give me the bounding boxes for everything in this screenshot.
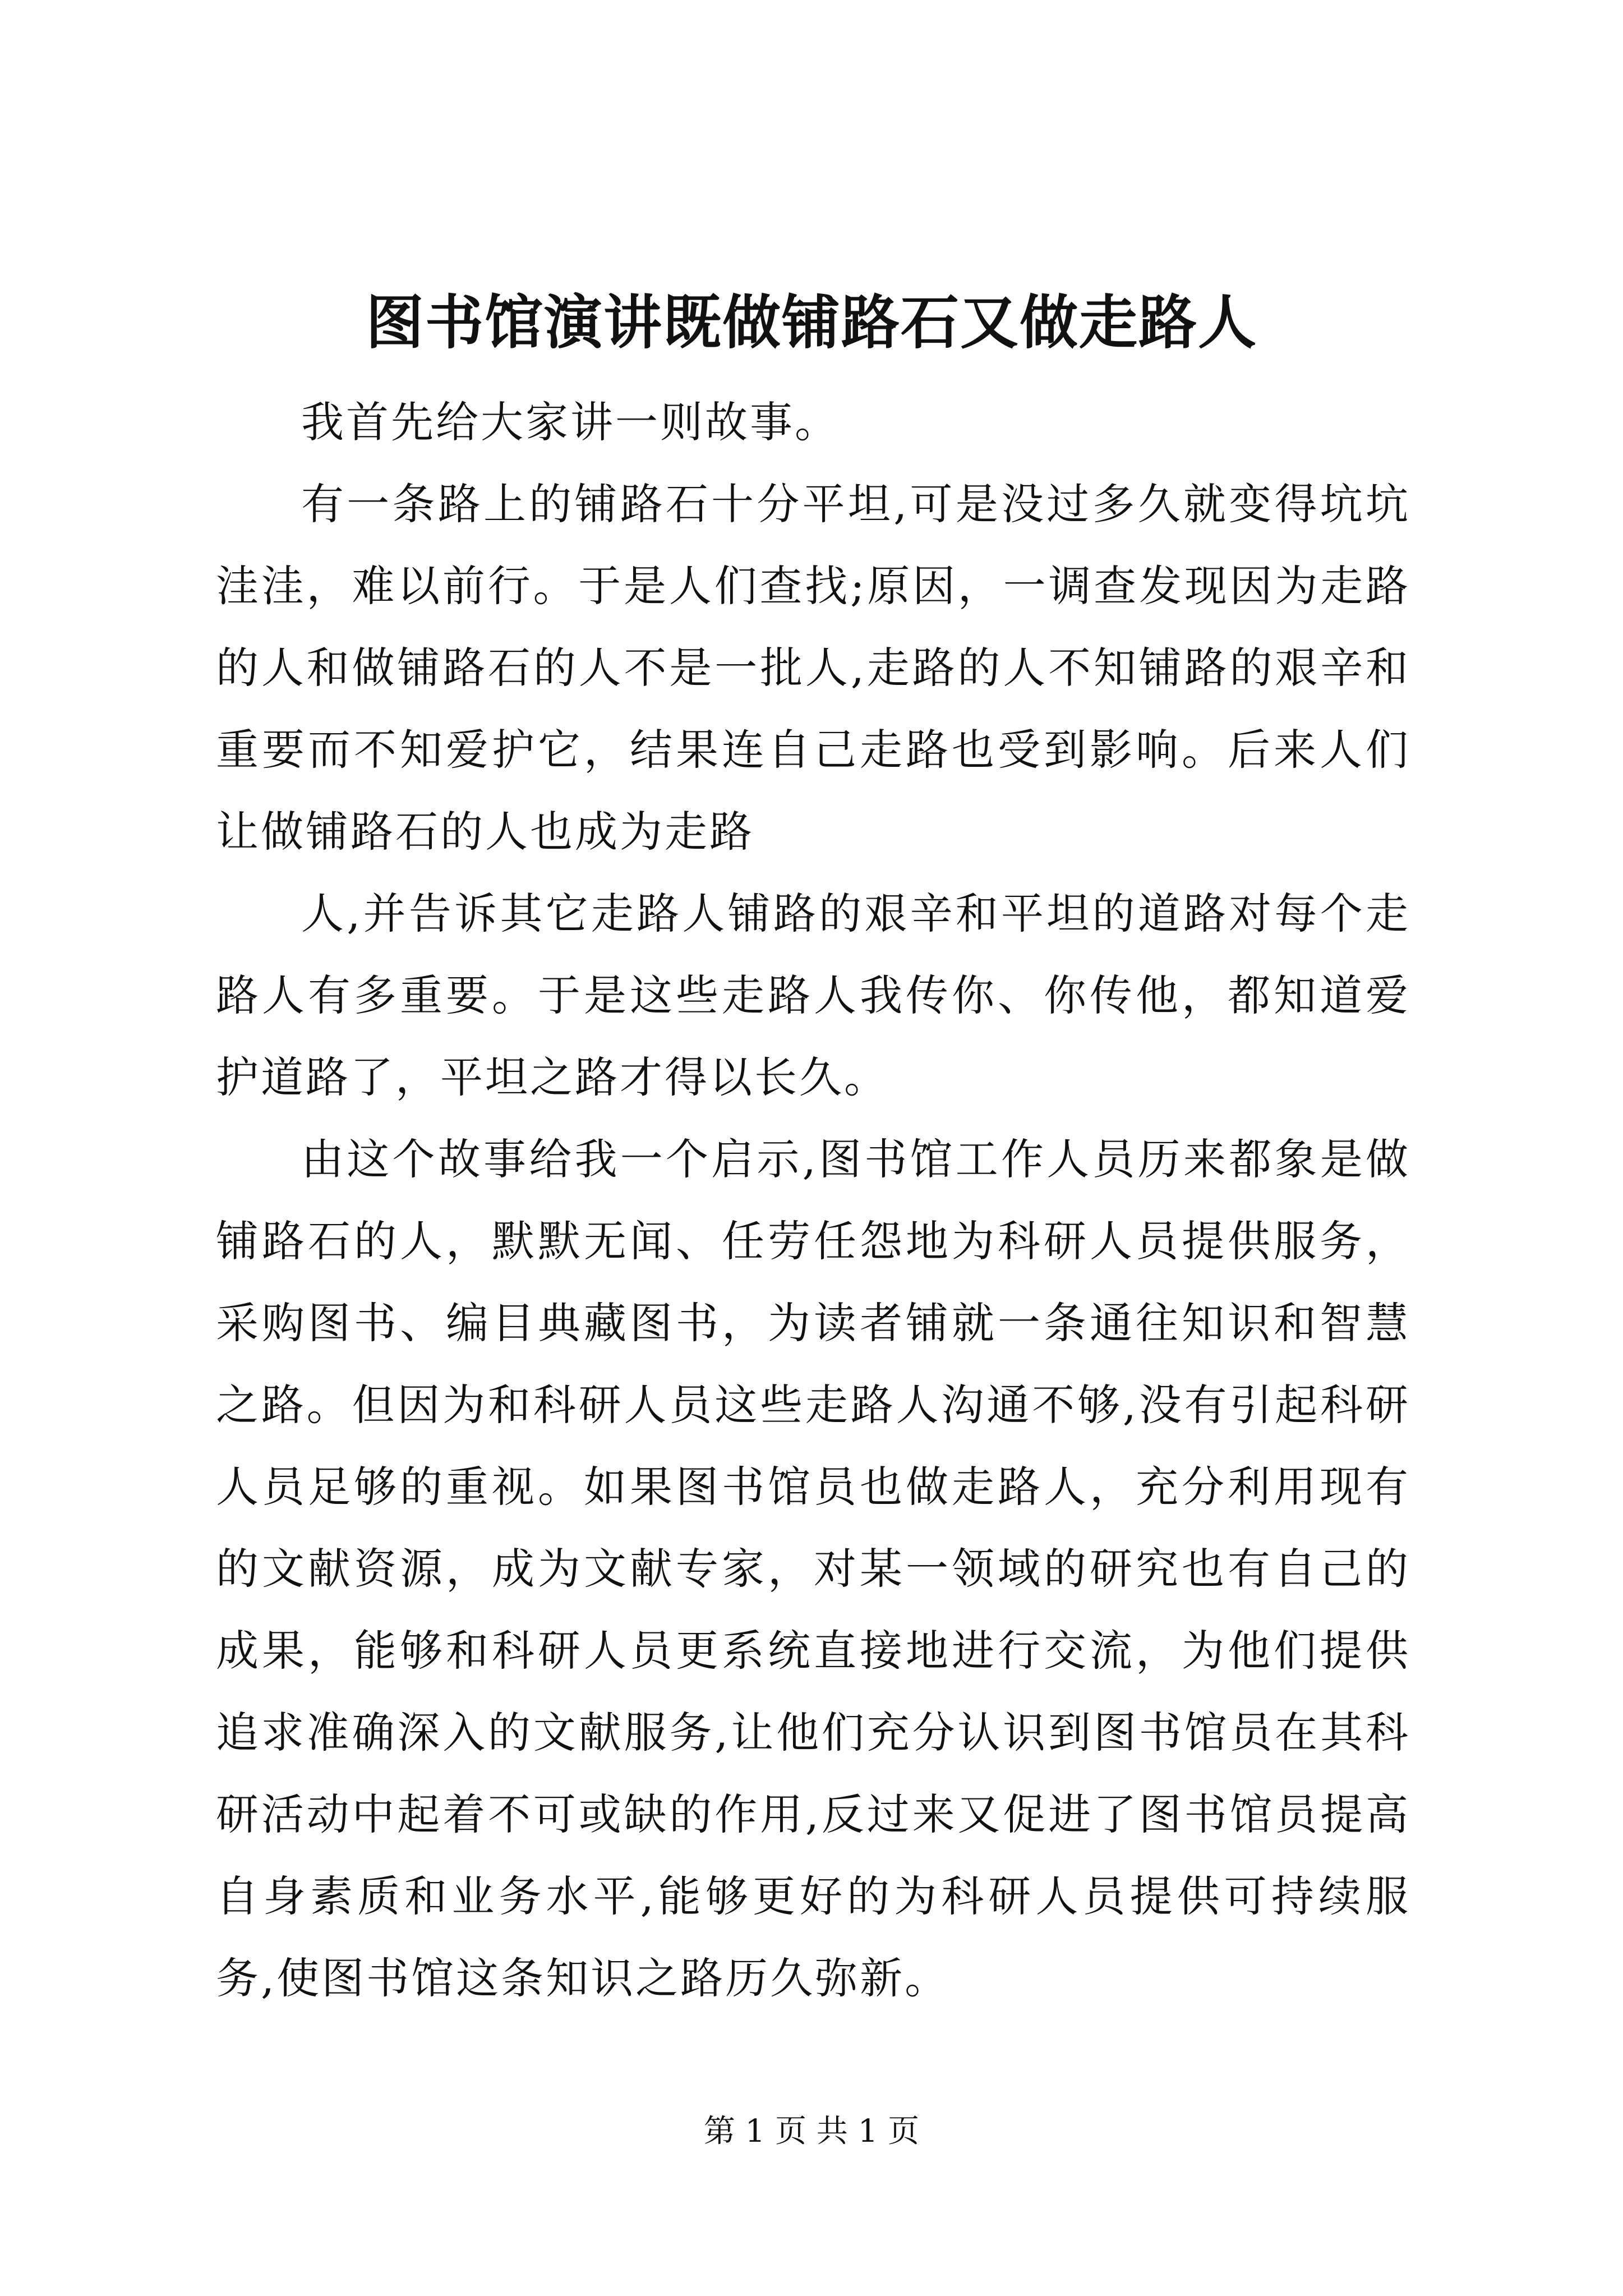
page-number-footer: 第 1 页 共 1 页 bbox=[703, 2113, 920, 2150]
paragraph-story-continued: 人,并告诉其它走路人铺路的艰辛和平坦的道路对每个走路人有多重要。于是这些走路人我传你、你传他，都知道爱护道路了，平坦之路才得以长久。 bbox=[216, 889, 1410, 1102]
paragraph-intro: 我首先给大家讲一则故事。 bbox=[301, 397, 840, 447]
document-body bbox=[216, 381, 1410, 2019]
document-title: 图书馆演讲既做铺路石又做走路人 bbox=[365, 288, 1257, 357]
paragraph-lesson: 由这个故事给我一个启示,图书馆工作人员历来都象是做铺路石的人，默默无闻、任劳任怨地为科研人员提供服务，采购图书、编目典藏图书，为读者铺就一条通往知识和智慧之路。但因为和科研人员这些走路人沟通不够,没有引起科研人员足够的重视。如果图书馆员也做走路人，充分利用现有的文献资源，成为文献专家，对某一领域的研究也有自己的成果，能够和科研人员更系统直接地进行交流，为他们提供追求准确深入的文献服务,让他们充分认识到图书馆员在其科研活动中起着不可或缺的作用,反过来又促进了图书馆员提高自身素质和业务水平,能够更好的为科研人员提供可持续服务,使图书馆这条知识之路历久弥新。 bbox=[216, 1134, 1410, 2003]
paragraph-story: 有一条路上的铺路石十分平坦,可是没过多久就变得坑坑洼洼，难以前行。于是人们查找;原因，一调查发现因为走路的人和做铺路石的人不是一批人,走路的人不知铺路的艰辛和重要而不知爱护它，结果连自己走路也受到影响。后来人们让做铺路石的人也成为走路 bbox=[216, 479, 1410, 857]
